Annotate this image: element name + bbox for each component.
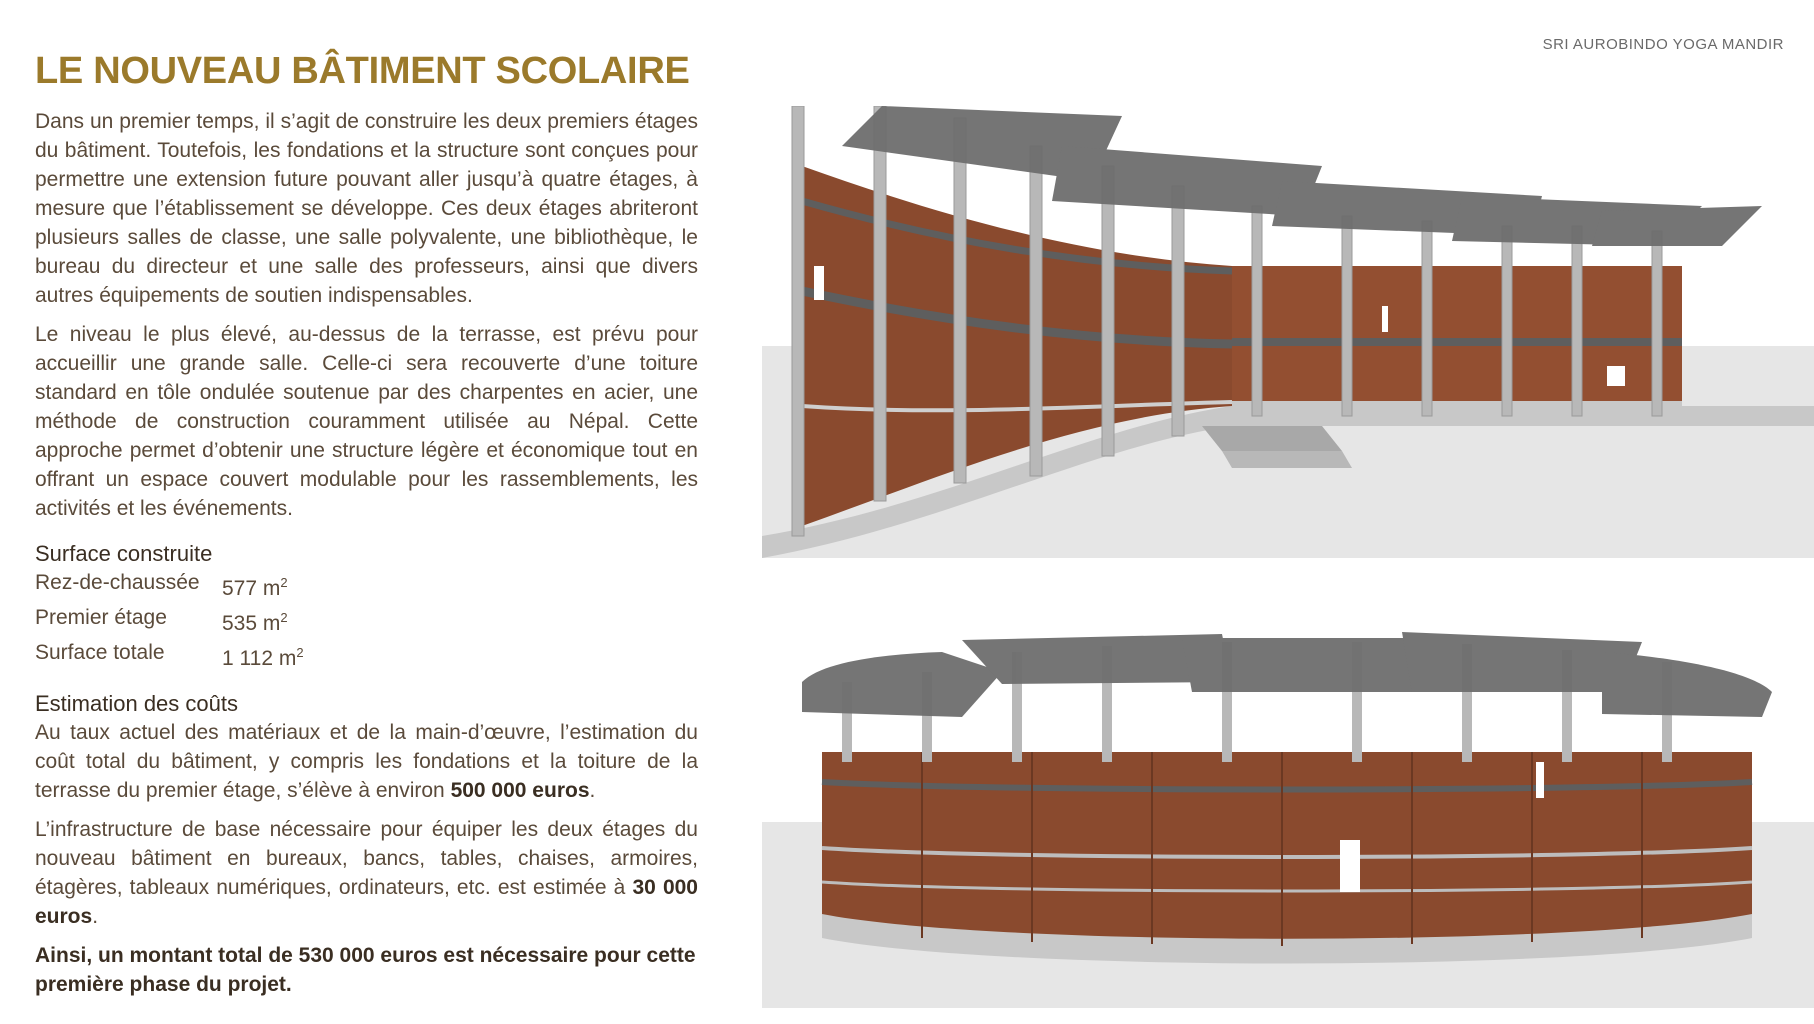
surface-row-label: Surface totale [35, 641, 165, 664]
cost-paragraph: Au taux actuel des matériaux et de la main-d’œuvre, l’estimation du coût total du bâtiment, y compris les fondations et la toiture de la terrasse du premier étage, s’élève à environ 500 000 euros. [35, 721, 698, 802]
building-exterior-render [762, 622, 1814, 1008]
intro-paragraph: Dans un premier temps, il s’agit de construire les deux premiers étages du bâtiment. Toutefois, les fondations et la structure sont conçues pour permettre une extension future pouvant aller jusqu’à quatre étages, à mesure que l’établissement se développe. Ces deux étages abriteront plusieurs salles de classe, une salle polyvalente, une bibliothèque, le bureau du directeur et une salle des professeurs, ainsi que divers autres équipements de soutien indispensables. [35, 110, 698, 307]
surface-title: Surface construite [35, 541, 213, 566]
surface-row [35, 603, 698, 638]
surface-row-label: Premier étage [35, 606, 167, 629]
equipment-amount: 30 000 euros [35, 876, 698, 928]
text-column [35, 50, 698, 999]
page-title: LE NOUVEAU BÂTIMENT SCOLAIRE [35, 50, 690, 92]
conclusion-paragraph: Ainsi, un montant total de 530 000 euros est nécessaire pour cette première phase du projet. [35, 944, 696, 996]
surface-row [35, 638, 698, 673]
surface-row-value: 577 $m^2$ [222, 575, 288, 600]
surface-row-value: 535 $m^2$ [222, 610, 288, 635]
brand-label: SRI AUROBINDO YOGA MANDIR [1542, 36, 1784, 53]
building-cutaway-render [762, 106, 1814, 558]
cost-amount: 500 000 euros [450, 779, 590, 802]
surface-table [35, 568, 698, 673]
surface-row-label: Rez-de-chaussée [35, 571, 200, 594]
surface-row-value: 1 112 $m^2$ [222, 645, 304, 670]
equipment-paragraph: L’infrastructure de base nécessaire pour équiper les deux étages du nouveau bâtiment en bureaux, bancs, tables, chaises, armoires, étagères, tableaux numériques, ordinateurs, etc. est estimée à 30 000 euros. [35, 818, 698, 928]
costs-title: Estimation des coûts [35, 691, 238, 716]
surface-row [35, 568, 698, 603]
upper-level-paragraph: Le niveau le plus élevé, au-dessus de la terrasse, est prévu pour accueillir une grande salle. Celle-ci sera recouverte d’une toiture standard en tôle ondulée soutenue par des charpentes en acier, une méthode de construction couramment utilisée au Népal. Cette approche permet d’obtenir une structure légère et économique tout en offrant un espace couvert modulable pour les rassemblements, les activités et les événements. [35, 323, 698, 520]
